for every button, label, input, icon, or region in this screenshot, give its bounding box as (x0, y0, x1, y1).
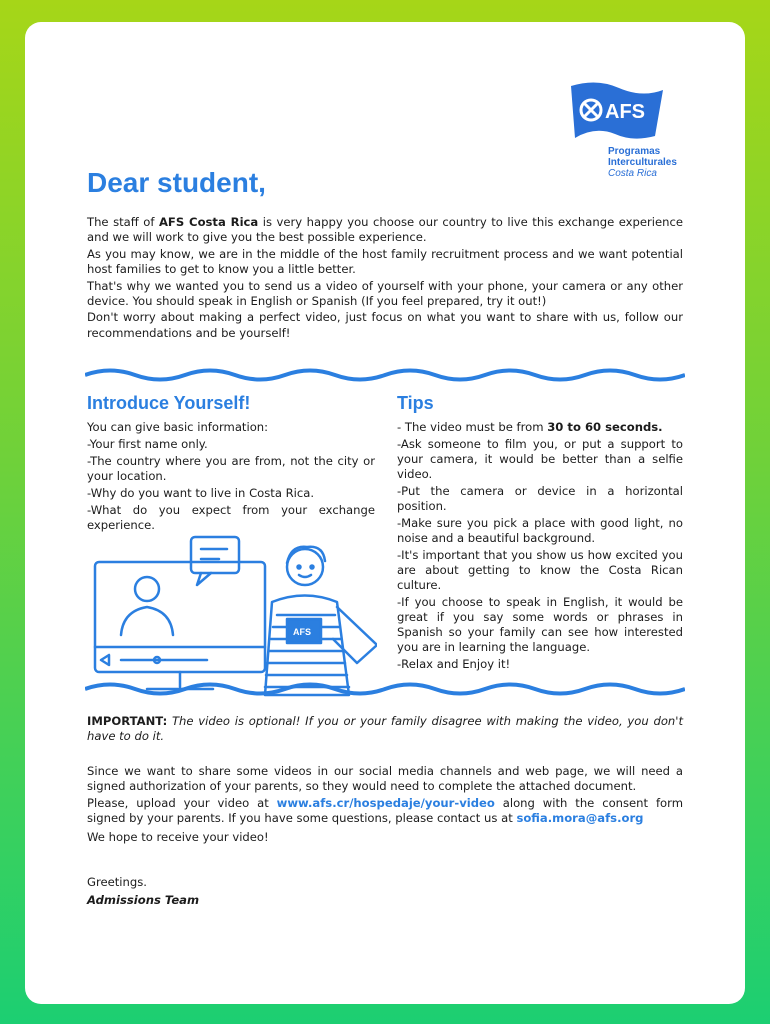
letter-page (25, 22, 745, 1004)
chat-bubble-icon (191, 537, 239, 573)
introduce-item: -Why do you want to live in Costa Rica. (87, 486, 315, 500)
greeting: Greetings. (87, 875, 147, 889)
closing-section (87, 764, 683, 846)
logo-line3: Costa Rica (608, 168, 657, 179)
intro-paragraph-3: That's why we wanted you to send us a video of yourself with your phone, your camera or any other device. You should speak in English or Spanish (If you feel prepared, try it out!) (87, 278, 683, 309)
tip-item: -Ask someone to film you, or put a support to your camera, it would be better than a selfie video. (397, 437, 683, 481)
wave-divider-bottom (85, 680, 685, 698)
logo-brand: AFS (605, 101, 645, 123)
introduce-item: -The country where you are from, not the city or your location. (87, 454, 375, 483)
team-name (87, 893, 487, 908)
page-title: Dear student, (87, 167, 266, 198)
tip-item: -Make sure you pick a place with good light, no noise and a beautiful background. (397, 516, 683, 545)
intro-section (87, 215, 683, 342)
tip-item: -Relax and Enjoy it! (397, 657, 511, 671)
important-note (87, 714, 683, 745)
intro-paragraph-1 (87, 215, 683, 246)
contact-email-link[interactable]: sofia.mora@afs.org (516, 811, 644, 826)
closing-text: along with the consent form signed by your parents. If you have some questions, please contact us at (87, 795, 683, 826)
tip-item: -Put the camera or device in a horizontal position. (397, 484, 683, 513)
closing-paragraph-3: We hope to receive your video! (87, 829, 269, 844)
intro-text: is very happy you choose our country to live this exchange experience and we will work to give you the best possible experience. (87, 215, 683, 245)
tip-item: -It's important that you show us how excited you are about getting to know the Costa Rican culture. (397, 548, 683, 592)
intro-org-name: AFS Costa Rica (158, 215, 259, 229)
afs-flag-icon (567, 78, 667, 153)
intro-paragraph-2: As you may know, we are in the middle of the host family recruitment process and we want potential host families to get to know you a little better. (87, 246, 683, 277)
logo-line2: Interculturales (608, 157, 677, 168)
monitor-icon (95, 562, 265, 672)
closing-text: Please, upload your video at (87, 795, 277, 810)
afs-logo (567, 78, 707, 188)
closing-paragraph-1: Since we want to share some videos in our social media channels and web page, we will need a signed authorization of your parents, so they would need to complete the attached document. (87, 764, 683, 794)
team-label: Admissions Team (87, 893, 200, 908)
upload-link[interactable]: www.afs.cr/hospedaje/your-video (276, 795, 495, 810)
tips-section (397, 393, 683, 674)
tips-heading: Tips (397, 393, 434, 413)
tip-text: - The video must be from (397, 420, 548, 434)
intro-text: The staff of (87, 215, 159, 229)
introduce-item: -What do you expect from your exchange experience. (87, 503, 375, 532)
introduce-item: You can give basic information: (87, 420, 269, 434)
logo-text (608, 146, 677, 179)
important-text: The video is optional! If you or your family disagree with making the video, you don't have to do it. (87, 714, 683, 744)
video-call-illustration (87, 527, 377, 697)
important-label: IMPORTANT: (87, 714, 168, 728)
student-head (287, 549, 323, 585)
intro-paragraph-4: Don't worry about making a perfect video, just focus on what you want to share with us, follow our recommendations and be yourself! (87, 310, 683, 340)
wave-divider-top (85, 366, 685, 384)
closing-paragraph-2 (87, 796, 683, 827)
introduce-item: -Your first name only. (87, 437, 208, 451)
tip-duration: 30 to 60 seconds. (547, 420, 663, 434)
tip-item: -If you choose to speak in English, it would be great if you say some words or phrases in Spanish so your family can see how interested you are in learning the language. (397, 595, 683, 654)
introduce-section (87, 393, 375, 535)
tip-item (397, 420, 683, 435)
shirt-badge: AFS (293, 627, 311, 637)
logo-line1: Programas (608, 146, 661, 157)
signature-block (87, 875, 487, 910)
person-avatar-icon (135, 577, 159, 601)
introduce-heading: Introduce Yourself! (87, 393, 251, 413)
